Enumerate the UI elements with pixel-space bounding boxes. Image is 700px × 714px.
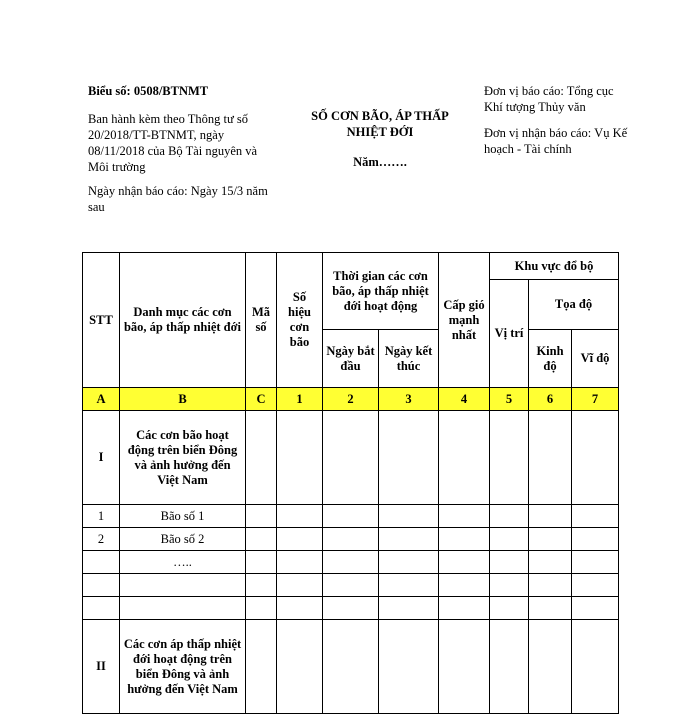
- issued-with-text: Ban hành kèm theo Thông tư số 20/2018/TT-BTNMT, ngày 08/11/2018 của Bộ Tài nguyên và Môi trường: [88, 112, 258, 174]
- header-left: [88, 83, 278, 223]
- receiving-unit: Đơn vị nhận báo cáo: Vụ Kế hoạch - Tài chính: [484, 126, 628, 156]
- col-header-area-group: Khu vực đổ bộ: [490, 253, 619, 280]
- col-header-storm-number: Số hiệu cơn bão: [277, 253, 323, 388]
- table-row: [83, 528, 619, 551]
- header-right: [484, 83, 634, 167]
- col-header-category: Danh mục các cơn bão, áp thấp nhiệt đới: [120, 253, 246, 388]
- section-name: Các cơn áp thấp nhiệt đới hoạt động trên biển Đông và ảnh hưởng đến Việt Nam: [120, 620, 246, 714]
- code-cell: 1: [277, 388, 323, 411]
- col-header-time-group: Thời gian các cơn bão, áp thấp nhiệt đới hoạt động: [323, 253, 439, 330]
- col-header-location: Vị trí: [490, 280, 529, 388]
- form-number: Biểu số: 0508/BTNMT: [88, 84, 209, 98]
- receive-date-text: Ngày nhận báo cáo: Ngày 15/3 năm sau: [88, 184, 268, 214]
- section-number: II: [83, 620, 120, 714]
- code-cell: A: [83, 388, 120, 411]
- col-header-coords-group: Tọa độ: [529, 280, 619, 330]
- code-cell: B: [120, 388, 246, 411]
- table-row: [83, 597, 619, 620]
- row-name: [120, 597, 246, 620]
- section-row: [83, 620, 619, 714]
- column-code-row: [83, 388, 619, 411]
- table-row: [83, 505, 619, 528]
- row-stt: 2: [83, 528, 120, 551]
- code-cell: C: [246, 388, 277, 411]
- row-stt: [83, 597, 120, 620]
- col-header-start-date: Ngày bắt đầu: [323, 330, 379, 388]
- table-row: [83, 574, 619, 597]
- section-row: [83, 411, 619, 505]
- col-header-end-date: Ngày kết thúc: [379, 330, 439, 388]
- row-name: [120, 574, 246, 597]
- col-header-latitude: Vĩ độ: [572, 330, 619, 388]
- section-name: Các cơn bão hoạt động trên biển Đông và ảnh hưởng đến Việt Nam: [120, 411, 246, 505]
- code-cell: 4: [439, 388, 490, 411]
- storm-report-table: [82, 252, 619, 714]
- section-number: I: [83, 411, 120, 505]
- row-name: …..: [120, 551, 246, 574]
- table-row: [83, 551, 619, 574]
- report-year: Năm…….: [353, 155, 407, 169]
- row-stt: [83, 551, 120, 574]
- row-stt: 1: [83, 505, 120, 528]
- report-title: SỐ CƠN BÃO, ÁP THẤP NHIỆT ĐỚI: [311, 109, 449, 139]
- col-header-code: Mã số: [246, 253, 277, 388]
- col-header-longitude: Kinh độ: [529, 330, 572, 388]
- code-cell: 3: [379, 388, 439, 411]
- code-cell: 6: [529, 388, 572, 411]
- code-cell: 2: [323, 388, 379, 411]
- col-header-max-wind: Cấp gió mạnh nhất: [439, 253, 490, 388]
- row-name: Bão số 2: [120, 528, 246, 551]
- col-header-stt: STT: [83, 253, 120, 388]
- code-cell: 7: [572, 388, 619, 411]
- header-center: [290, 108, 470, 170]
- code-cell: 5: [490, 388, 529, 411]
- reporting-unit: Đơn vị báo cáo: Tổng cục Khí tượng Thủy văn: [484, 84, 614, 114]
- row-stt: [83, 574, 120, 597]
- row-name: Bão số 1: [120, 505, 246, 528]
